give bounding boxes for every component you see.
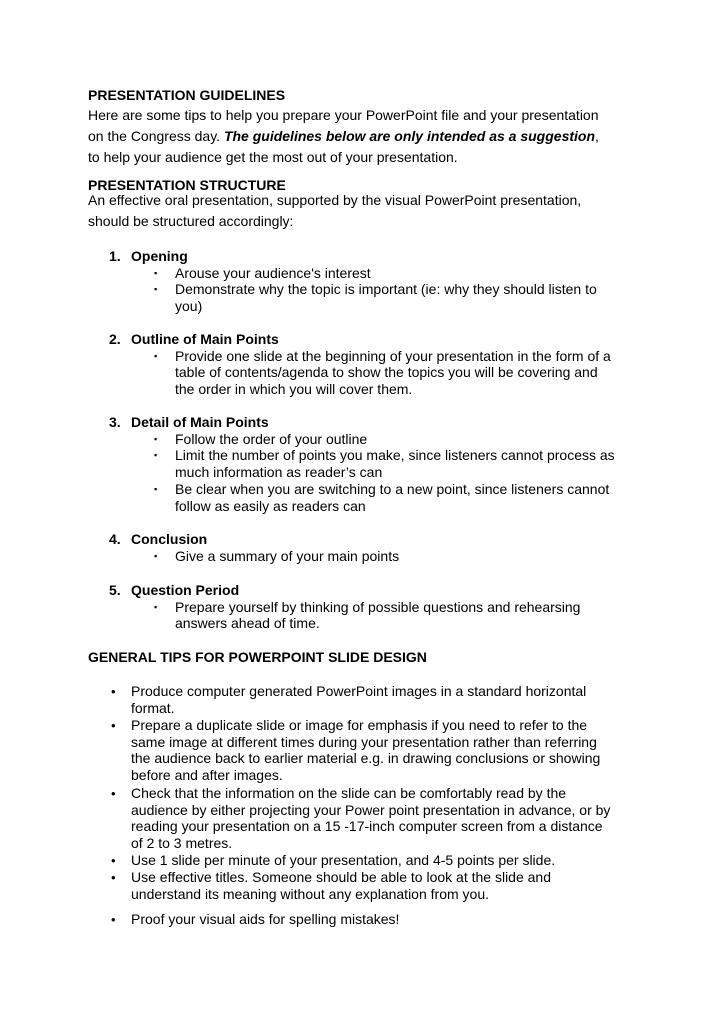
round-bullet-icon: • [111, 684, 116, 699]
square-bullet-icon: ▪ [154, 550, 158, 561]
list-item-number: 3. [109, 414, 121, 430]
list-item-text: Follow the order of your outline [175, 430, 368, 447]
round-bullet-icon: • [111, 912, 116, 927]
tip-text: Use effective titles. Someone should be able to look at the slide and [131, 869, 552, 885]
guidelines-heading: PRESENTATION GUIDELINES [88, 87, 286, 103]
list-item-text: Demonstrate why the topic is important (ie: why they should listen to [175, 281, 597, 298]
square-bullet-icon: ▪ [154, 450, 158, 461]
list-item-text: Prepare yourself by thinking of possible questions and rehearsing [175, 598, 581, 615]
list-item-text: Arouse your audience's interest [175, 264, 371, 281]
tips-heading: GENERAL TIPS FOR POWERPOINT SLIDE DESIGN [88, 649, 427, 665]
structure-line: An effective oral presentation, supported by the visual PowerPoint presentation, [88, 192, 582, 208]
square-bullet-icon: ▪ [154, 483, 158, 494]
tip-text: format. [131, 699, 175, 716]
guidelines-line: to help your audience get the most out of your presentation. [88, 149, 458, 165]
tip-text: the audience back to earlier material e.g. in drawing conclusions or showing [131, 750, 601, 767]
tip-text: reading your presentation on a 15 -17-inch computer screen from a distance [131, 818, 603, 835]
list-item-number: 5. [109, 582, 121, 598]
guidelines-line: Here are some tips to help you prepare your PowerPoint file and your presentation [88, 107, 599, 123]
tip-text: Proof your visual aids for spelling mistakes! [131, 911, 400, 927]
list-item-number: 2. [109, 331, 121, 347]
tip-text: before and after images. [131, 767, 283, 784]
list-item-text: the order in which you will cover them. [175, 381, 413, 398]
guidelines-intro [88, 105, 648, 168]
guidelines-emphasis: The guidelines below are only intended as a suggestion [223, 128, 596, 144]
round-bullet-icon: • [111, 718, 116, 733]
square-bullet-icon: ▪ [154, 284, 158, 295]
tip-text: Check that the information on the slide can be comfortably read by the [131, 785, 567, 801]
guidelines-line-prefix: on the Congress day. [88, 128, 224, 144]
tip-text: Produce computer generated PowerPoint images in a standard horizontal [131, 683, 587, 699]
list-item-title: Conclusion [131, 531, 208, 547]
list-item-text: answers ahead of time. [175, 615, 320, 632]
tip-text: Prepare a duplicate slide or image for emphasis if you need to refer to the [131, 717, 588, 733]
square-bullet-icon: ▪ [154, 267, 158, 278]
guidelines-line-suffix: , [595, 128, 599, 144]
round-bullet-icon: • [111, 870, 116, 885]
square-bullet-icon: ▪ [154, 350, 158, 361]
list-item-text: much information as reader’s can [175, 464, 383, 481]
list-item-text: Give a summary of your main points [175, 547, 400, 564]
tip-text: understand its meaning without any explanation from you. [131, 885, 489, 902]
list-item-text: Limit the number of points you make, since listeners cannot process as [175, 447, 615, 464]
structure-heading: PRESENTATION STRUCTURE [88, 177, 286, 193]
tip-text: of 2 to 3 metres. [131, 835, 233, 852]
structure-line: should be structured accordingly: [88, 213, 294, 229]
list-item-title: Outline of Main Points [131, 331, 279, 347]
guidelines-line [88, 126, 648, 147]
list-item-number: 4. [109, 531, 121, 547]
list-item-text: you) [175, 298, 203, 315]
round-bullet-icon: • [111, 853, 116, 868]
square-bullet-icon: ▪ [154, 433, 158, 444]
list-item-text: follow as easily as readers can [175, 497, 366, 514]
tip-text: same image at different times during your presentation rather than referring [131, 733, 597, 750]
list-item-title: Detail of Main Points [131, 414, 269, 430]
structure-intro [88, 190, 648, 232]
list-item-text: Provide one slide at the beginning of your presentation in the form of a [175, 347, 611, 364]
list-item-title: Question Period [131, 582, 240, 598]
tip-text: Use 1 slide per minute of your presentation, and 4-5 points per slide. [131, 852, 556, 868]
list-item-number: 1. [109, 248, 121, 264]
list-item-title: Opening [131, 248, 188, 264]
square-bullet-icon: ▪ [154, 601, 158, 612]
list-item-text: table of contents/agenda to show the topics you will be covering and [175, 364, 598, 381]
round-bullet-icon: • [111, 786, 116, 801]
tip-text: audience by either projecting your Power point presentation in advance, or by [131, 801, 611, 818]
list-item-text: Be clear when you are switching to a new point, since listeners cannot [175, 480, 610, 497]
